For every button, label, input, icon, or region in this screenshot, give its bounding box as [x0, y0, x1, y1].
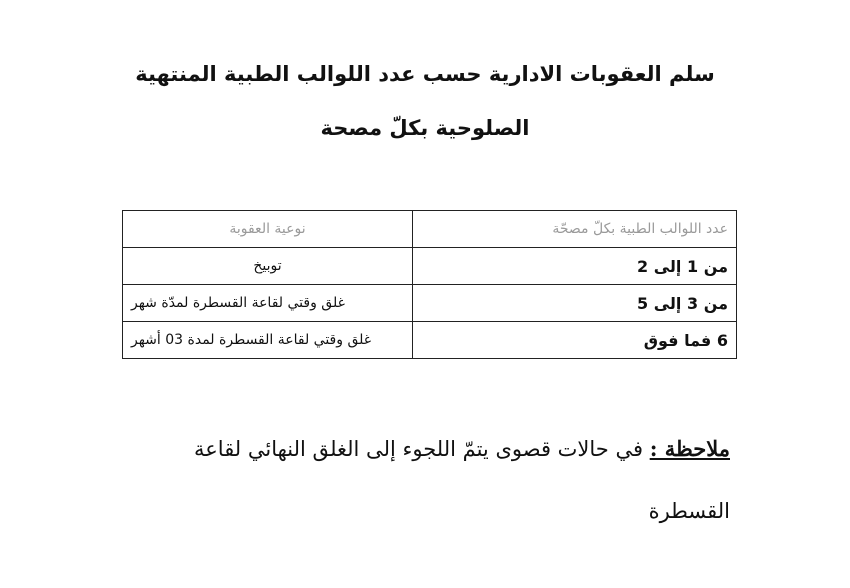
note-text: في حالات قصوى يتمّ اللجوء إلى الغلق النهائي لقاعة القسطرة [194, 437, 730, 523]
document-title-line-1: سلم العقوبات الادارية حسب عدد اللوالب الطبية المنتهية [135, 62, 715, 86]
row-3-count: 6 فما فوق [413, 322, 737, 359]
note-label: ملاحظة : [649, 436, 730, 461]
penalties-table [122, 210, 737, 359]
row-2-count: من 3 إلى 5 [413, 285, 737, 322]
header-count: عدد اللوالب الطبية بكلّ مصحّة [413, 211, 737, 248]
row-2-penalty: غلق وقتي لقاعة القسطرة لمدّة شهر [123, 285, 413, 322]
table-row [123, 248, 737, 285]
row-1-count: من 1 إلى 2 [413, 248, 737, 285]
table-header-row [123, 211, 737, 248]
table-row [123, 285, 737, 322]
row-1-penalty: توبيخ [123, 248, 413, 285]
document-title-line-2: الصلوحية بكلّ مصحة [320, 116, 530, 140]
header-penalty-type: نوعية العقوبة [123, 211, 413, 248]
note-paragraph [120, 418, 730, 542]
table-row [123, 322, 737, 359]
row-3-penalty: غلق وقتي لقاعة القسطرة لمدة 03 أشهر [123, 322, 413, 359]
